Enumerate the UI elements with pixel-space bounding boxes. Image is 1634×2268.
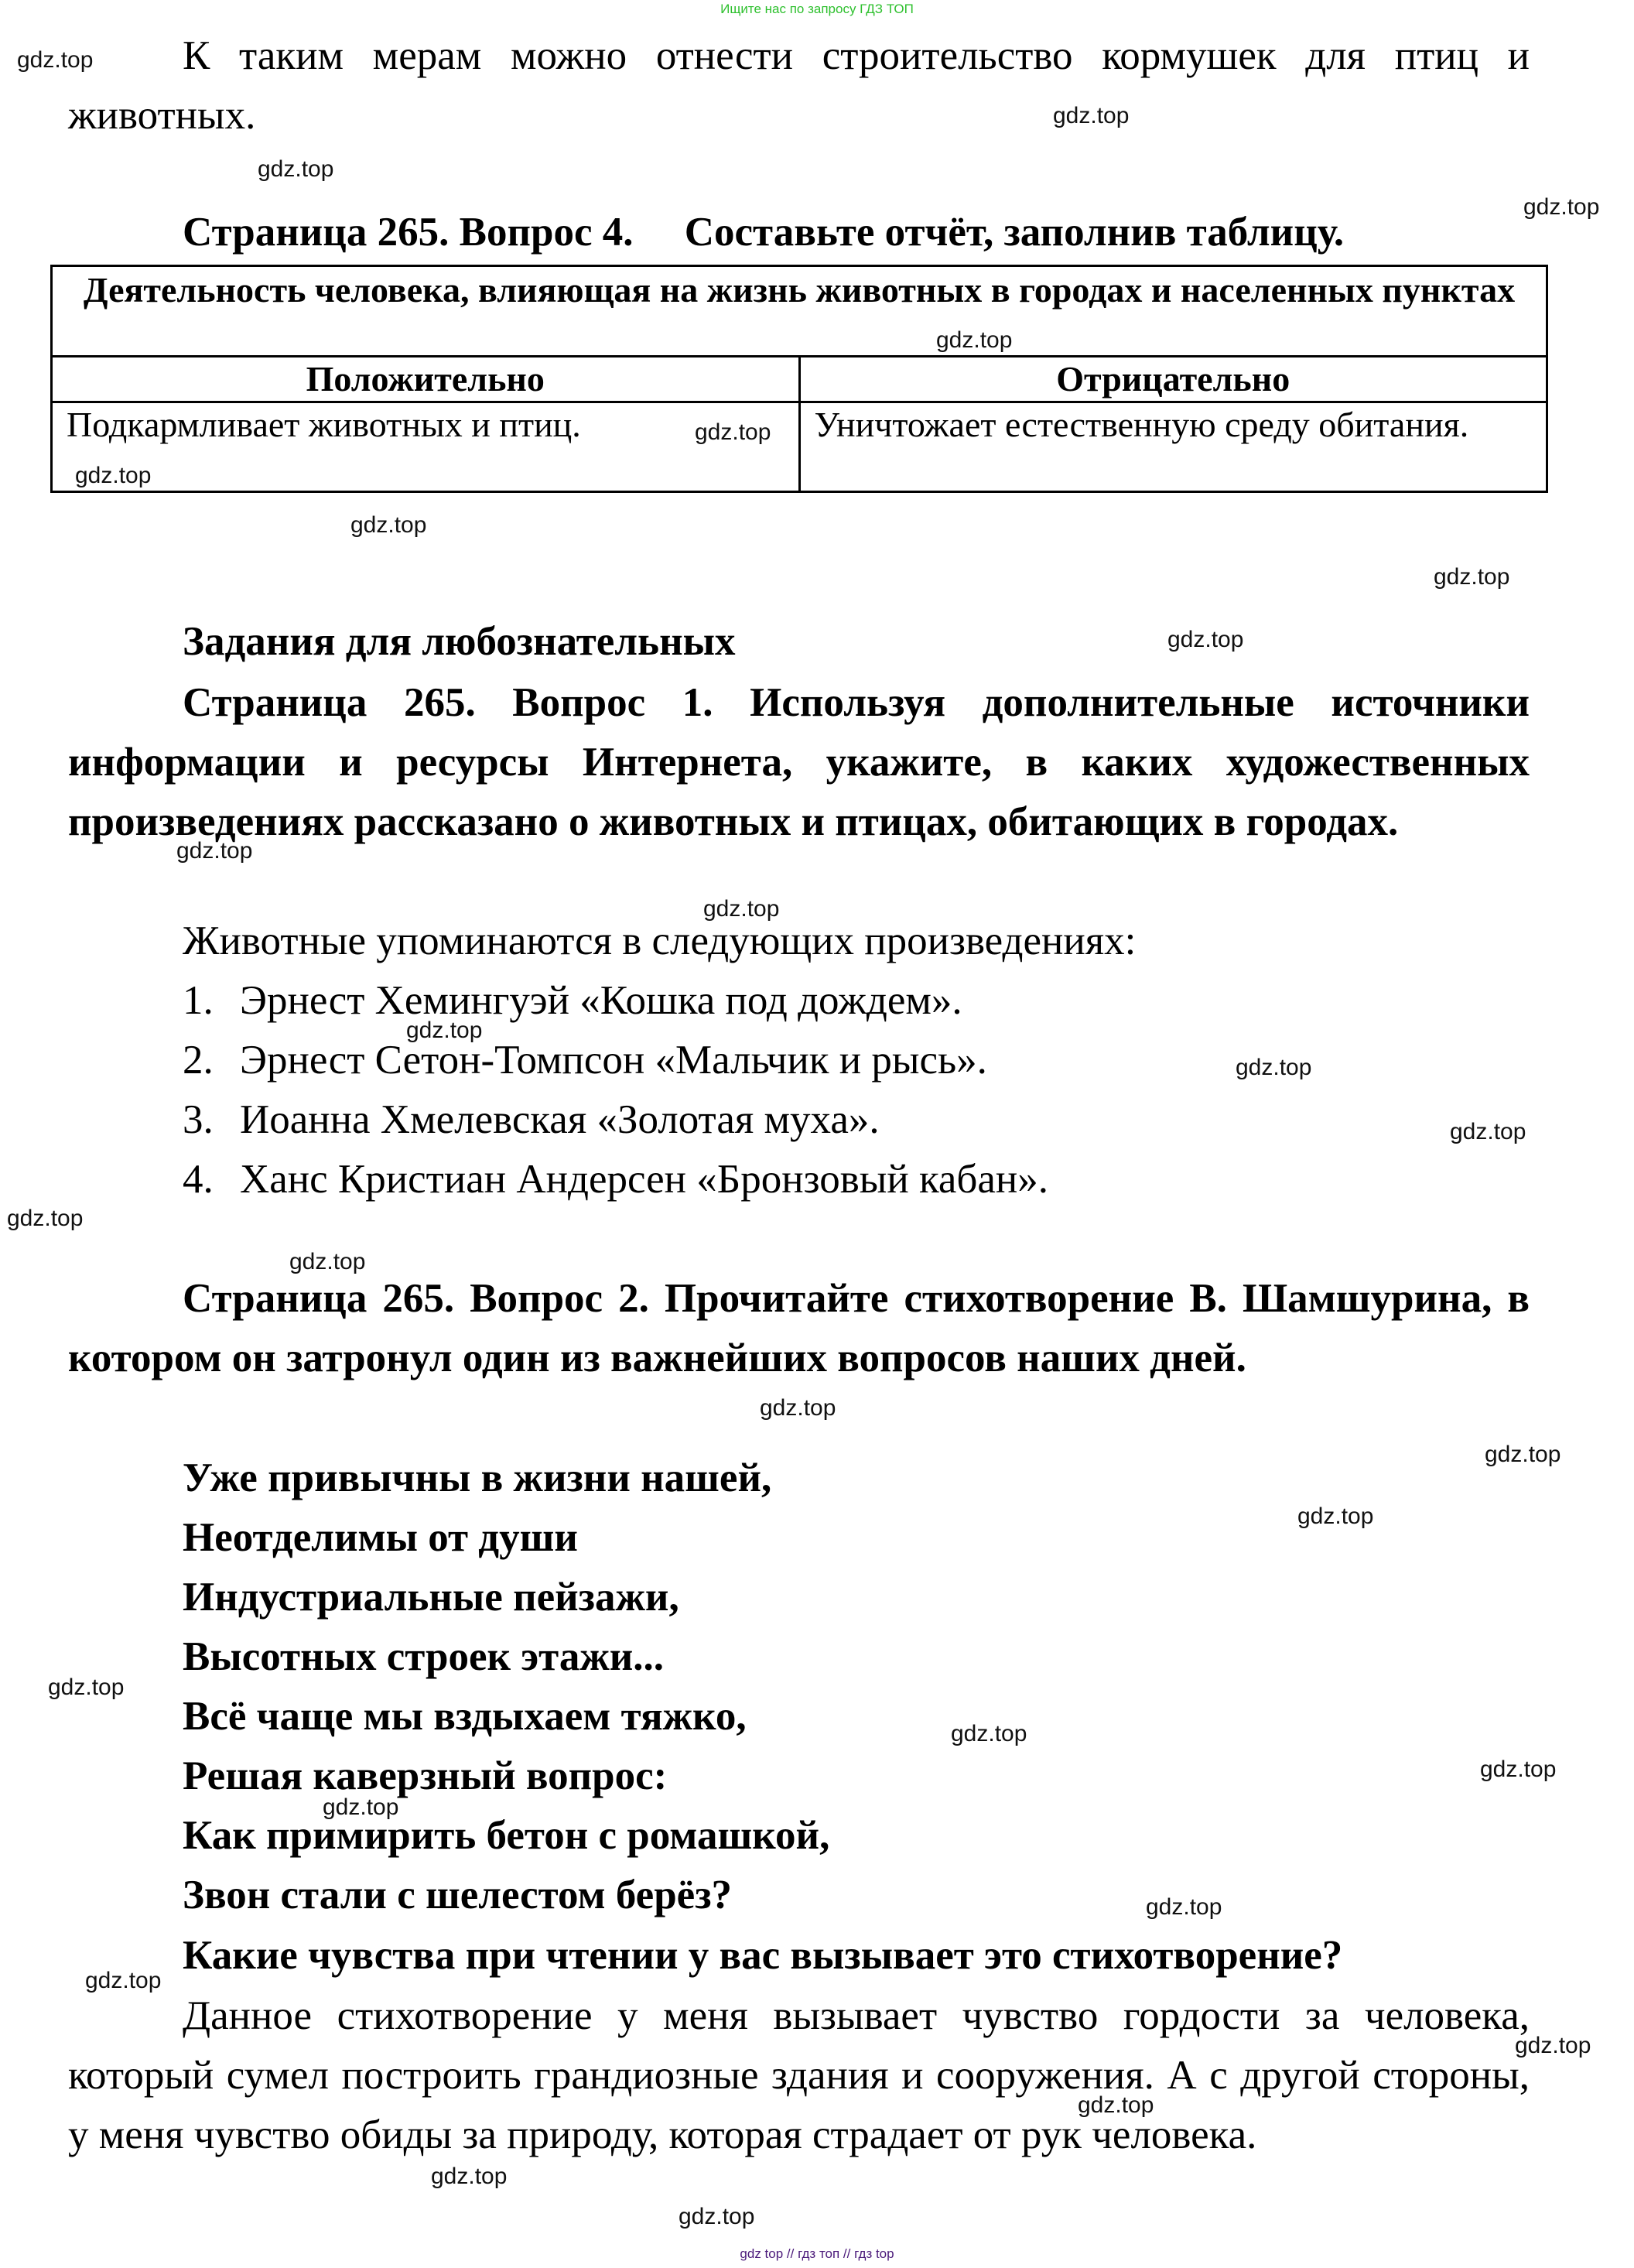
watermark: gdz.top [258,156,334,182]
watermark: gdz.top [695,419,771,445]
watermark: gdz.top [7,1206,84,1231]
watermark: gdz.top [951,1721,1027,1746]
q1-heading: Страница 265. Вопрос 1. Используя дополнительные источники информации и ресурсы Интернета, укажите, в каких художественных произведениях рассказано о животных и птицах, обитающих в городах. [68,680,1530,844]
watermark: gdz.top [406,1018,483,1043]
watermark: gdz.top [1523,194,1600,220]
watermark: gdz.top [1236,1055,1312,1080]
column-positive: Положительно [52,357,800,402]
watermark: gdz.top [289,1249,366,1274]
watermark: gdz.top [1434,564,1510,590]
section-title: Задания для любознательных [183,619,736,664]
list-number: 3. [183,1097,214,1142]
bottom-banner: gdz top // гдз топ // гдз top [740,2246,894,2261]
watermark: gdz.top [48,1674,125,1700]
poem-line: Звон стали с шелестом берёз? [183,1873,732,1917]
watermark: gdz.top [17,47,94,73]
watermark: gdz.top [1297,1503,1374,1529]
watermark: gdz.top [1515,2033,1591,2058]
list-number: 4. [183,1157,214,1202]
watermark: gdz.top [431,2164,508,2189]
watermark: gdz.top [350,512,427,538]
q2-heading: Страница 265. Вопрос 2. Прочитайте стихотворение В. Шамшурина, в котором он затронул один из важнейших вопросов наших дней. [68,1276,1530,1380]
watermark: gdz.top [1485,1442,1561,1467]
cell-negative: Уничтожает естественную среду обитания. [799,402,1547,492]
q2-answer: Данное стихотворение у меня вызывает чувство гордости за человека, который сумел построить грандиозные здания и сооружения. А с другой стороны, у меня чувство обиды за природу, которая страдает от рук человека. [68,1993,1530,2157]
watermark: gdz.top [1053,103,1130,128]
watermark: gdz.top [85,1968,162,1993]
watermark: gdz.top [1167,627,1244,652]
list-item [183,971,962,1031]
watermark: gdz.top [1078,2092,1154,2118]
watermark: gdz.top [176,838,253,864]
poem-line: Неотделимы от души [183,1515,578,1560]
list-item [183,1031,987,1090]
list-text: Иоанна Хмелевская «Золотая муха». [240,1097,880,1142]
watermark: gdz.top [760,1395,836,1421]
watermark: gdz.top [936,327,1013,353]
list-text: Эрнест Сетон-Томпсон «Мальчик и рысь». [240,1038,987,1083]
poem-line: Уже привычны в жизни нашей, [183,1456,772,1500]
watermark: gdz.top [323,1794,399,1820]
column-negative: Отрицательно [799,357,1547,402]
watermark: gdz.top [703,896,780,922]
top-banner: Ищите нас по запросу ГДЗ ТОП [720,2,914,16]
intro-paragraph: К таким мерам можно отнести строительство кормушек для птиц и животных. [68,33,1530,138]
poem-line: Высотных строек этажи... [183,1634,665,1679]
cell-positive: Подкармливает животных и птиц. [52,402,800,492]
list-number: 2. [183,1038,214,1083]
q1-answer-intro: Животные упоминаются в следующих произведениях: [183,918,1137,963]
watermark: gdz.top [1146,1894,1222,1920]
watermark: gdz.top [1480,1757,1557,1782]
table-title: Деятельность человека, влияющая на жизнь животных в городах и населенных пунктах [52,266,1547,357]
watermark: gdz.top [679,2204,755,2229]
list-text: Ханс Кристиан Андерсен «Бронзовый кабан». [240,1157,1049,1202]
poem [183,1449,829,1925]
poem-line: Всё чаще мы вздыхаем тяжко, [183,1694,747,1739]
poem-line: Решая каверзный вопрос: [183,1753,668,1798]
poem-line: Индустриальные пейзажи, [183,1575,679,1620]
list-item [183,1150,1048,1209]
list-text: Эрнест Хемингуэй «Кошка под дождем». [240,978,962,1023]
watermark: gdz.top [1450,1119,1526,1144]
list-number: 1. [183,978,214,1023]
activity-table [50,265,1548,493]
watermark: gdz.top [75,463,152,488]
list-item [183,1090,880,1150]
poem-line: Как примирить бетон с ромашкой, [183,1813,830,1858]
q2-question: Какие чувства при чтении у вас вызывает это стихотворение? [183,1933,1343,1978]
q4-heading: Страница 265. Вопрос 4. Составьте отчёт, заполнив таблицу. [183,210,1345,255]
